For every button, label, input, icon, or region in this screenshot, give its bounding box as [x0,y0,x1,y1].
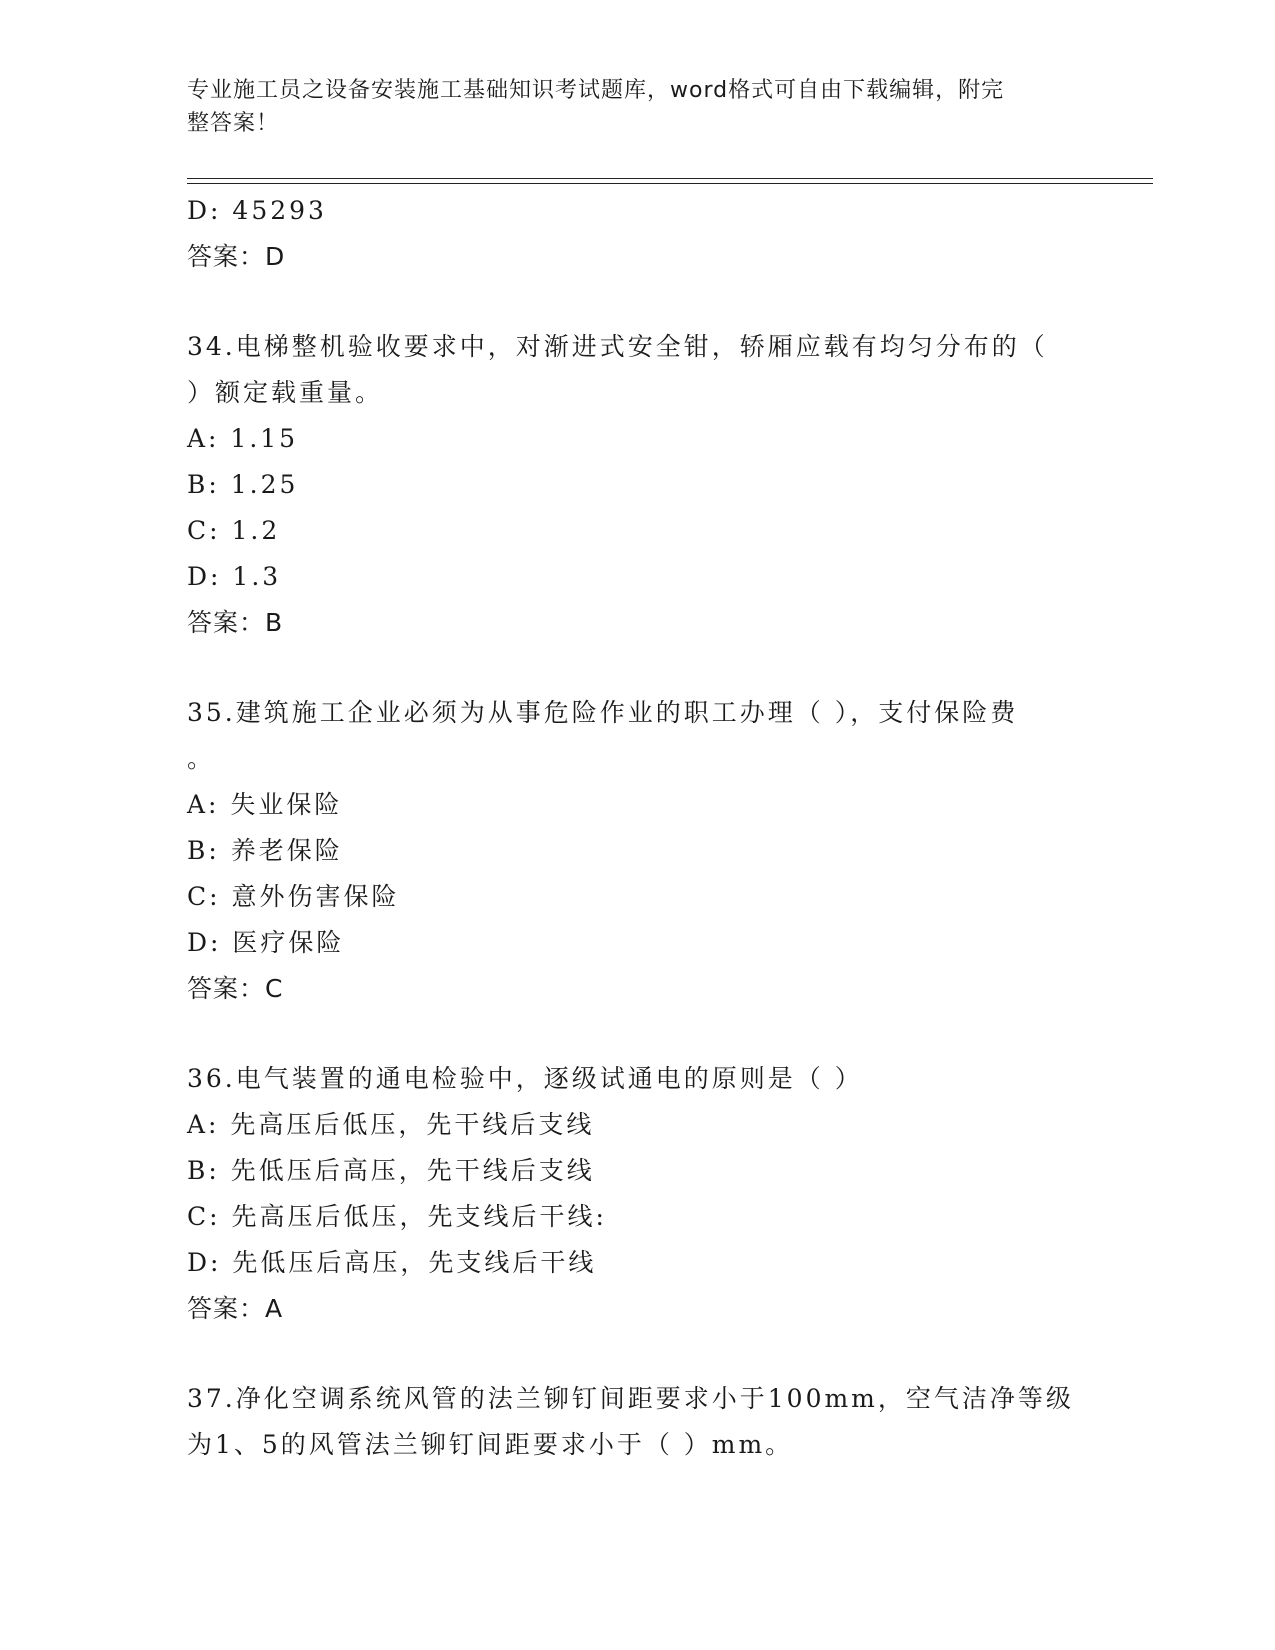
question-text-line-1: 35.建筑施工企业必须为从事危险作业的职工办理（ ），支付保险费 [187,698,1019,727]
option-d: D: 先低压后高压，先支线后干线 [187,1248,597,1277]
answer: 答案：D [187,242,286,271]
question-37 [187,1376,1087,1468]
question-text-line-2: 为1、5的风管法兰铆钉间距要求小于（ ）mm。 [187,1430,794,1459]
option-c: C: 1.2 [187,516,281,545]
question-text-line-2: ）额定载重量。 [187,378,384,407]
option-c: C: 意外伤害保险 [187,882,400,911]
answer: 答案：B [187,608,284,637]
header-divider-bottom [187,183,1153,184]
question-text-line-1: 36.电气装置的通电检验中，逐级试通电的原则是（ ） [187,1064,863,1093]
question-33-tail [187,188,1087,280]
option-c: C: 先高压后低压，先支线后干线: [187,1202,607,1231]
option-b: B: 先低压后高压，先干线后支线 [187,1156,595,1185]
answer: 答案：A [187,1294,284,1323]
option-a: A: 先高压后低压，先干线后支线 [187,1110,595,1139]
question-35 [187,690,1087,1012]
option-b: B: 1.25 [187,470,299,499]
document-header [187,74,1067,140]
question-text-line-1: 34.电梯整机验收要求中，对渐进式安全钳，轿厢应载有均匀分布的（ [187,332,1048,361]
option-d: D: 45293 [187,196,327,225]
question-36 [187,1056,1087,1332]
option-b: B: 养老保险 [187,836,343,865]
option-a: A: 1.15 [187,424,299,453]
question-34 [187,324,1087,646]
header-divider-top [187,178,1153,179]
option-a: A: 失业保险 [187,790,343,819]
question-text-line-1: 37.净化空调系统风管的法兰铆钉间距要求小于100mm，空气洁净等级 [187,1384,1074,1413]
option-d: D: 医疗保险 [187,928,345,957]
question-text-line-2: 。 [187,744,216,773]
option-d: D: 1.3 [187,562,282,591]
question-list [187,188,1087,1468]
answer: 答案：C [187,974,284,1003]
header-line-1: 专业施工员之设备安装施工基础知识考试题库，word格式可自由下载编辑，附完 [187,78,1005,103]
header-line-2: 整答案！ [187,111,280,136]
